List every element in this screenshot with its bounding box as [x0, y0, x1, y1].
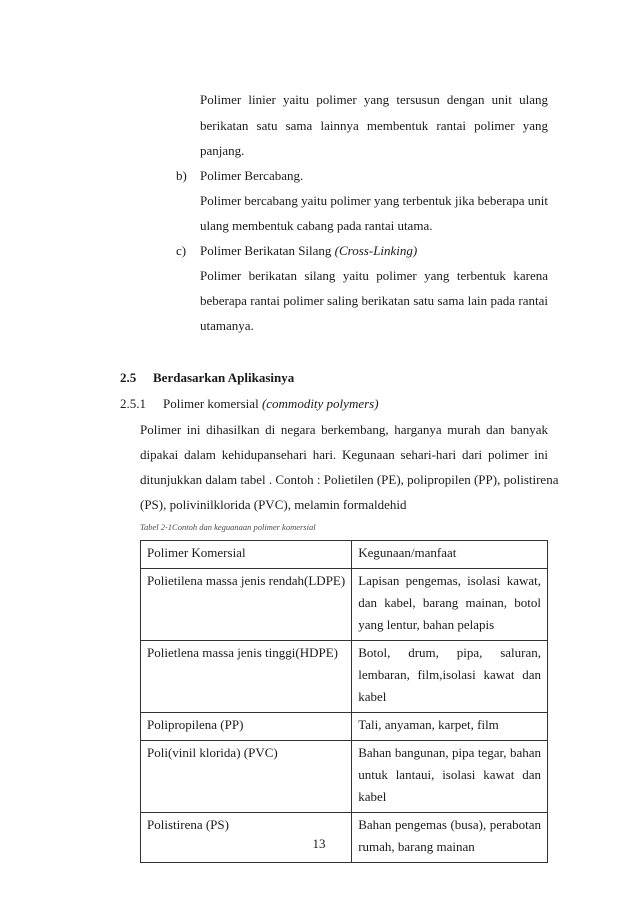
cell-kegunaan-line: Bahan pengemas (busa), perabotan — [358, 817, 541, 832]
table-cell-kegunaan — [352, 741, 548, 813]
table-header-row — [141, 541, 548, 569]
table-row — [141, 741, 548, 813]
commodity-polymer-table — [140, 540, 548, 863]
cell-kegunaan-line: Tali, anyaman, karpet, film — [358, 717, 499, 732]
page-number: 13 — [312, 836, 326, 851]
paragraph-line-1: Polimer ini dihasilkan di negara berkembang, harganya murah dan banyak — [140, 422, 548, 437]
bercabang-line-1: Polimer bercabang yaitu polimer yang terbentuk jika beberapa unit — [200, 193, 548, 208]
cell-kegunaan-line: rumah, barang mainan — [358, 839, 475, 854]
table-header-polimer — [141, 541, 352, 569]
linier-line-3: panjang. — [200, 143, 245, 158]
section-2-5-1-number: 2.5.1 — [120, 396, 146, 411]
list-heading-c — [200, 243, 417, 259]
silang-line-2: beberapa rantai polimer saling berikatan satu sama lain pada rantai — [200, 293, 548, 308]
cell-polimer-text: Polipropilena (PP) — [147, 717, 244, 732]
table-caption: Tabel 2-1Contoh dan keguanaan polimer komersial — [140, 522, 316, 532]
cell-polimer-text: Polistirena (PS) — [147, 817, 229, 832]
header-polimer-text: Polimer Komersial — [147, 545, 246, 560]
cell-polimer-text: Poli(vinil klorida) (PVC) — [147, 745, 278, 760]
cell-kegunaan-line: Botol, drum, pipa, saluran, — [358, 645, 541, 660]
cell-kegunaan-line: lembaran, film,isolasi kawat dan — [358, 667, 541, 682]
cell-kegunaan-line: yang lentur, bahan pelapis — [358, 617, 495, 632]
section-2-5-title: Berdasarkan Aplikasinya — [153, 370, 295, 385]
table-row — [141, 569, 548, 641]
cell-kegunaan-line: kabel — [358, 689, 387, 704]
table-cell-polimer — [141, 569, 352, 641]
linier-line-2: berikatan satu sama lainnya membentuk rantai polimer yang — [200, 118, 548, 133]
header-kegunaan-text: Kegunaan/manfaat — [358, 545, 457, 560]
table-header-kegunaan — [352, 541, 548, 569]
cell-kegunaan-line: dan kabel, barang mainan, botol — [358, 595, 541, 610]
section-2-5-number: 2.5 — [120, 370, 137, 385]
cell-kegunaan-line: Lapisan pengemas, isolasi kawat, — [358, 573, 541, 588]
cell-kegunaan-line: kabel — [358, 789, 387, 804]
silang-line-1: Polimer berikatan silang yaitu polimer yang terbentuk karena — [200, 268, 548, 283]
paragraph-line-3: ditunjukkan dalam tabel . Contoh : Polietilen (PE), polipropilen (PP), polistirena — [140, 472, 559, 487]
paragraph-line-2: dipakai dalam kehidupansehari hari. Kegunaan sehari-hari dari polimer ini — [140, 447, 548, 462]
table-row — [141, 713, 548, 741]
paragraph-line-4: (PS), polivinilklorida (PVC), melamin formaldehid — [140, 497, 407, 512]
cell-kegunaan-line: Bahan bangunan, pipa tegar, bahan — [358, 745, 541, 760]
cell-polimer-text: Polietlena massa jenis tinggi(HDPE) — [147, 645, 339, 660]
silang-line-3: utamanya. — [200, 318, 254, 333]
linier-line-1: Polimer linier yaitu polimer yang tersusun dengan unit ulang — [200, 92, 548, 107]
list-heading-b: Polimer Bercabang. — [200, 168, 304, 183]
section-2-5-1-title — [163, 396, 379, 412]
table-cell-polimer — [141, 641, 352, 713]
bercabang-line-2: ulang membentuk cabang pada rantai utama. — [200, 218, 433, 233]
list-marker-c: c) — [176, 243, 187, 258]
section-2-5-1-title-text: Polimer komersial — [163, 396, 259, 411]
section-2-5-1-title-italic: (commodity polymers) — [261, 396, 379, 411]
list-heading-c-italic: (Cross-Linking) — [334, 243, 418, 258]
table-cell-kegunaan — [352, 569, 548, 641]
table-cell-kegunaan — [352, 641, 548, 713]
table-cell-polimer — [141, 741, 352, 813]
cell-polimer-text: Polietilena massa jenis rendah(LDPE) — [147, 573, 346, 588]
cell-kegunaan-line: untuk lantaui, isolasi kawat dan — [358, 767, 541, 782]
table-cell-kegunaan — [352, 713, 548, 741]
table-cell-polimer — [141, 713, 352, 741]
table-row — [141, 641, 548, 713]
list-marker-b: b) — [176, 168, 187, 183]
list-heading-c-text: Polimer Berikatan Silang — [200, 243, 332, 258]
